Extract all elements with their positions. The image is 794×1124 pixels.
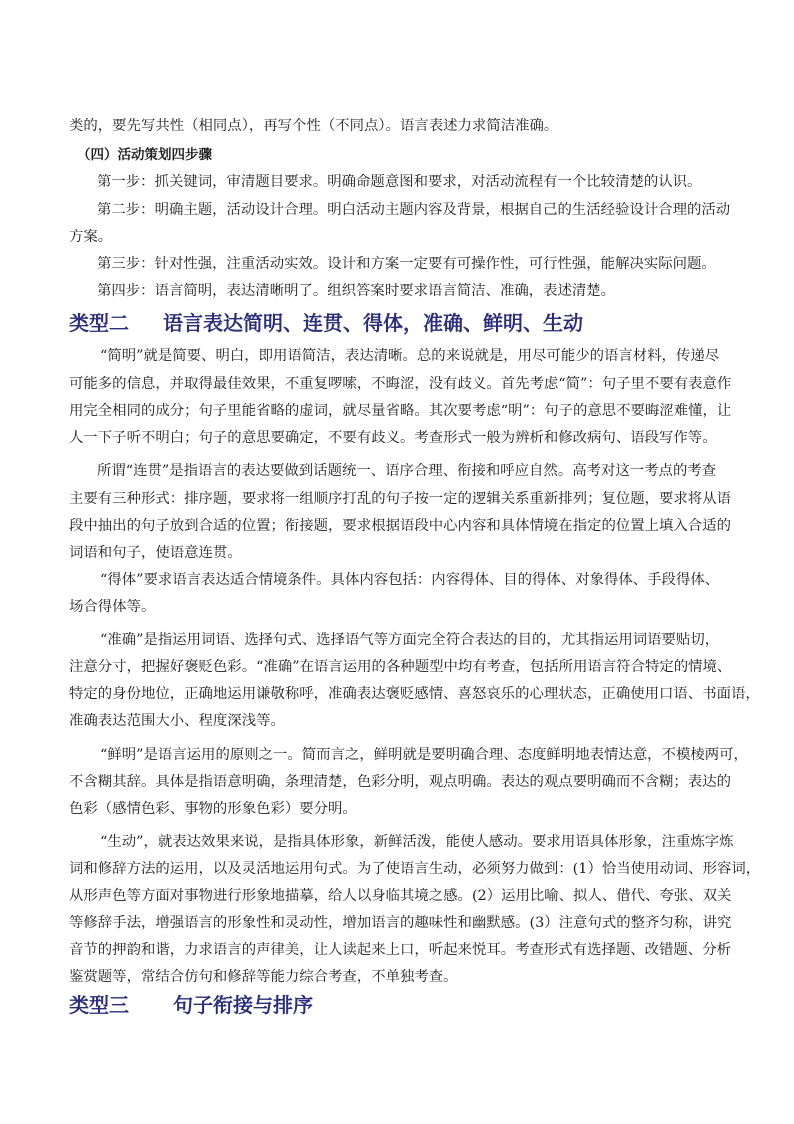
paragraph-line: 从形声色等方面对事物进行形象地描摹，给人以身临其境之感。(2）运用比喻、拟人、借代、夸张、双关 [69, 888, 732, 904]
heading-title: 语言表达简明、连贯、得体，准确、鲜明、生动 [163, 311, 583, 335]
paragraph-line: 准确表达范围大小、程度深浅等。 [69, 713, 285, 729]
paragraph-line: 场合得体等。 [69, 599, 156, 615]
paragraph-line: “生动”，就表达效果来说，是指具体形象，新鲜活泼，能使人感动。要求用语具体形象，注重炼字炼 [100, 834, 734, 850]
paragraph-line: “准确”是指运用词语、选择句式、选择语气等方面完全符合表达的目的，尤其指运用词语要贴切， [100, 632, 720, 648]
paragraph-line: 不含糊其辞。具体是指语意明确，条理清楚，色彩分明，观点明确。表达的观点要明确而不含糊；表达的 [69, 774, 731, 790]
paragraph-line: 用完全相同的成分；句子里能省略的虚词，就尽量省略。其次要考虑“明”：句子的意思不要晦涩难懂，让 [69, 403, 732, 419]
paragraph-line: 第一步：抓关键词，审清题目要求。明确命题意图和要求，对活动流程有一个比较清楚的认识。 [97, 174, 702, 190]
paragraph-line: 注意分寸，把握好褒贬色彩。“准确”在语言运用的各种题型中均有考查，包括所用语言符合特定的情境、 [69, 659, 732, 675]
section-heading-type-2 [69, 310, 583, 336]
paragraph-line: 色彩（感情色彩、事物的形象色彩）要分明。 [69, 801, 357, 817]
paragraph-line: “得体”要求语言表达适合情境条件。具体内容包括：内容得体、目的得体、对象得体、手段得体、 [100, 572, 720, 588]
paragraph-line: “鲜明”是语言运用的原则之一。简而言之，鲜明就是要明确合理、态度鲜明地表情达意，不模棱两可， [100, 747, 748, 763]
heading-label: 类型二 [69, 311, 129, 335]
paragraph-line: 可能多的信息，并取得最佳效果，不重复啰嗦，不晦涩，没有歧义。首先考虑“简”：句子里不要有表意作 [69, 376, 732, 392]
paragraph-line: 音节的押韵和谐，力求语言的声律美，让人读起来上口，听起来悦耳。考查形式有选择题、改错题、分析 [69, 942, 731, 958]
paragraph-line: 第二步：明确主题，活动设计合理。明白活动主题内容及背景，根据自己的生活经验设计合理的活动 [97, 202, 731, 218]
paragraph-line: “简明”就是简要、明白，即用语简洁，表达清晰。总的来说就是，用尽可能少的语言材料，传递尽 [100, 348, 720, 364]
paragraph-line: 方案。 [69, 229, 113, 245]
paragraph-line: 鉴赏题等，常结合仿句和修辞等能力综合考查，不单独考查。 [69, 969, 458, 985]
paragraph-line: 词语和句子，使语意连贯。 [69, 545, 242, 561]
section-subheading: （四）活动策划四步骤 [77, 147, 212, 163]
section-heading-type-3 [69, 992, 313, 1018]
paragraph-line: 类的，要先写共性（相同点），再写个性（不同点）。语言表述力求简洁准确。 [69, 118, 559, 134]
paragraph-line: 主要有三种形式：排序题，要求将一组顺序打乱的句子按一定的逻辑关系重新排列；复位题，要求将从语 [69, 491, 731, 507]
paragraph-line: 所谓“连贯”是指语言的表达要做到话题统一、语序合理、衔接和呼应自然。高考对这一考点的考查 [97, 463, 717, 479]
paragraph-line: 段中抽出的句子放到合适的位置；衔接题，要求根据语段中心内容和具体情境在指定的位置上填入合适的 [69, 518, 731, 534]
paragraph-line: 第三步：针对性强，注重活动实效。设计和方案一定要有可操作性，可行性强，能解决实际问题。 [97, 256, 716, 272]
heading-title: 句子衔接与排序 [173, 993, 313, 1017]
paragraph-line: 等修辞手法，增强语言的形象性和灵动性，增加语言的趣味性和幽默感。(3）注意句式的整齐匀称，讲究 [69, 915, 732, 931]
paragraph-line: 人一下子听不明白；句子的意思要确定，不要有歧义。考查形式一般为辨析和修改病句、语段写作等。 [69, 430, 717, 446]
heading-label: 类型三 [69, 993, 129, 1017]
paragraph-line: 第四步：语言简明，表达清晰明了。组织答案时要求语言简洁、准确，表述清楚。 [97, 283, 616, 299]
paragraph-line: 词和修辞方法的运用，以及灵活地运用句式。为了使语言生动，必须努力做到：(1）恰当使用动词、形容词， [69, 861, 761, 877]
paragraph-line: 特定的身份地位，正确地运用谦敬称呼，准确表达褒贬感情、喜怒哀乐的心理状态，正确使用口语、书面语， [69, 686, 760, 702]
